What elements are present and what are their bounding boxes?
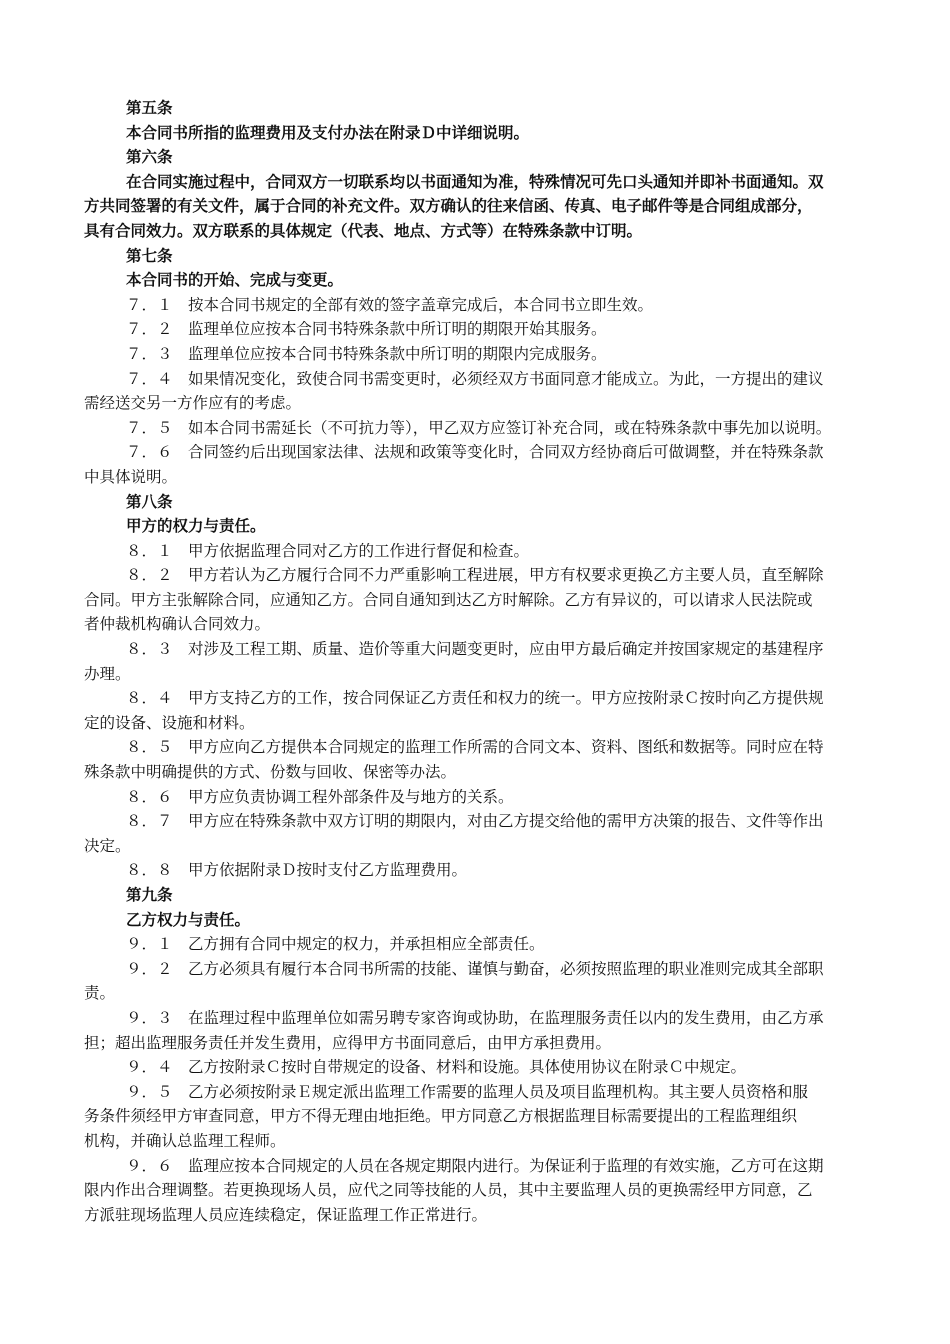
clause-8-8: ８．８ 甲方依据附录Ｄ按时支付乙方监理费用。 — [126, 861, 468, 880]
clause-8-4-cont: 定的设备、设施和材料。 — [84, 713, 255, 732]
clause-9-3: ９．３ 在监理过程中监理单位如需另聘专家咨询或协助，在监理服务责任以内的发生费用，由乙方承 — [126, 1008, 824, 1027]
clause-9-1: ９．１ 乙方拥有合同中规定的权力，并承担相应全部责任。 — [126, 935, 545, 954]
clause-9-5-cont: 务条件须经甲方审查同意，甲方不得无理由地拒绝。甲方同意乙方根据监理目标需要提出的工程监理组织 — [84, 1107, 798, 1126]
clause-7-4-cont: 需经送交另一方作应有的考虑。 — [84, 394, 302, 413]
clause-7-2: ７．２ 监理单位应按本合同书特殊条款中所订明的期限开始其服务。 — [126, 320, 607, 339]
clause-8-2-cont: 合同。甲方主张解除合同，应通知乙方。合同自通知到达乙方时解除。乙方有异议的，可以请求人民法院或 — [84, 590, 813, 609]
article-6-body-line: 方共同签署的有关文件，属于合同的补充文件。双方确认的往来信函、传真、电子邮件等是合同组成部分， — [84, 196, 813, 216]
clause-7-6: ７．６ 合同签约后出现国家法律、法规和政策等变化时，合同双方经协商后可做调整，并在特殊条款 — [126, 443, 824, 462]
clause-8-2: ８．２ 甲方若认为乙方履行合同不力严重影响工程进展，甲方有权要求更换乙方主要人员，直至解除 — [126, 566, 824, 585]
clause-7-5: ７．５ 如本合同书需延长（不可抗力等），甲乙双方应签订补充合同，或在特殊条款中事先加以说明。 — [126, 418, 832, 437]
clause-8-7-cont: 决定。 — [84, 836, 131, 855]
clause-7-4: ７．４ 如果情况变化，致使合同书需变更时，必须经双方书面同意才能成立。为此，一方提出的建议 — [126, 369, 824, 388]
article-9-title: 乙方权力与责任。 — [126, 909, 251, 929]
clause-8-2-cont: 者仲裁机构确认合同效力。 — [84, 615, 271, 634]
article-8-title: 甲方的权力与责任。 — [126, 516, 266, 536]
clause-8-5-cont: 殊条款中明确提供的方式、份数与回收、保密等办法。 — [84, 763, 457, 782]
article-6-body-line: 在合同实施过程中，合同双方一切联系均以书面通知为准，特殊情况可先口头通知并即补书面通知。双 — [126, 171, 824, 191]
clause-8-5: ８．５ 甲方应向乙方提供本合同规定的监理工作所需的合同文本、资料、图纸和数据等。同时应在特 — [126, 738, 824, 757]
clause-9-2: ９．２ 乙方必须具有履行本合同书所需的技能、谨慎与勤奋，必须按照监理的职业准则完成其全部职 — [126, 959, 824, 978]
clause-9-3-cont: 担；超出监理服务责任并发生费用，应得甲方书面同意后，由甲方承担费用。 — [84, 1033, 612, 1052]
contract-page — [84, 96, 869, 1227]
article-8-heading: 第八条 — [126, 491, 173, 511]
clause-9-5-cont: 机构，并确认总监理工程师。 — [84, 1131, 286, 1150]
clause-9-4: ９．４ 乙方按附录Ｃ按时自带规定的设备、材料和设施。具体使用协议在附录Ｃ中规定。 — [126, 1058, 747, 1077]
article-5-heading: 第五条 — [126, 98, 173, 117]
article-9-heading: 第九条 — [126, 885, 173, 904]
article-7-heading: 第七条 — [126, 245, 173, 265]
clause-7-1: ７．１ 按本合同书规定的全部有效的签字盖章完成后，本合同书立即生效。 — [126, 295, 654, 314]
article-6-body-line: 具有合同效力。双方联系的具体规定（代表、地点、方式等）在特殊条款中订明。 — [84, 220, 643, 240]
clause-9-6-cont: 限内作出合理调整。若更换现场人员，应代之同等技能的人员，其中主要监理人员的更换需经甲方同意，乙 — [84, 1181, 813, 1200]
article-5-body: 本合同书所指的监理费用及支付办法在附录Ｄ中详细说明。 — [126, 122, 530, 142]
clause-9-2-cont: 责。 — [84, 984, 116, 1003]
article-6-heading: 第六条 — [126, 147, 173, 167]
clause-8-3-cont: 办理。 — [84, 664, 131, 683]
clause-8-6: ８．６ 甲方应负责协调工程外部条件及与地方的关系。 — [126, 787, 514, 806]
clause-9-6-cont: 方派驻现场监理人员应连续稳定，保证监理工作正常进行。 — [84, 1205, 488, 1224]
clause-9-6: ９．６ 监理应按本合同规定的人员在各规定期限内进行。为保证利于监理的有效实施，乙方可在这期 — [126, 1156, 824, 1175]
article-7-title: 本合同书的开始、完成与变更。 — [126, 270, 344, 290]
clause-8-3: ８．３ 对涉及工程工期、质量、造价等重大问题变更时，应由甲方最后确定并按国家规定的基建程序 — [126, 640, 824, 659]
clause-8-4: ８．４ 甲方支持乙方的工作，按合同保证乙方责任和权力的统一。甲方应按附录Ｃ按时向乙方提供规 — [126, 689, 824, 708]
clause-9-5: ９．５ 乙方必须按附录Ｅ规定派出监理工作需要的监理人员及项目监理机构。其主要人员资格和服 — [126, 1082, 809, 1101]
clause-8-7: ８．７ 甲方应在特殊条款中双方订明的期限内，对由乙方提交给他的需甲方决策的报告、文件等作出 — [126, 812, 824, 831]
clause-7-6-cont: 中具体说明。 — [84, 467, 178, 486]
clause-7-3: ７．３ 监理单位应按本合同书特殊条款中所订明的期限内完成服务。 — [126, 344, 607, 363]
clause-8-1: ８．１ 甲方依据监理合同对乙方的工作进行督促和检查。 — [126, 541, 530, 560]
